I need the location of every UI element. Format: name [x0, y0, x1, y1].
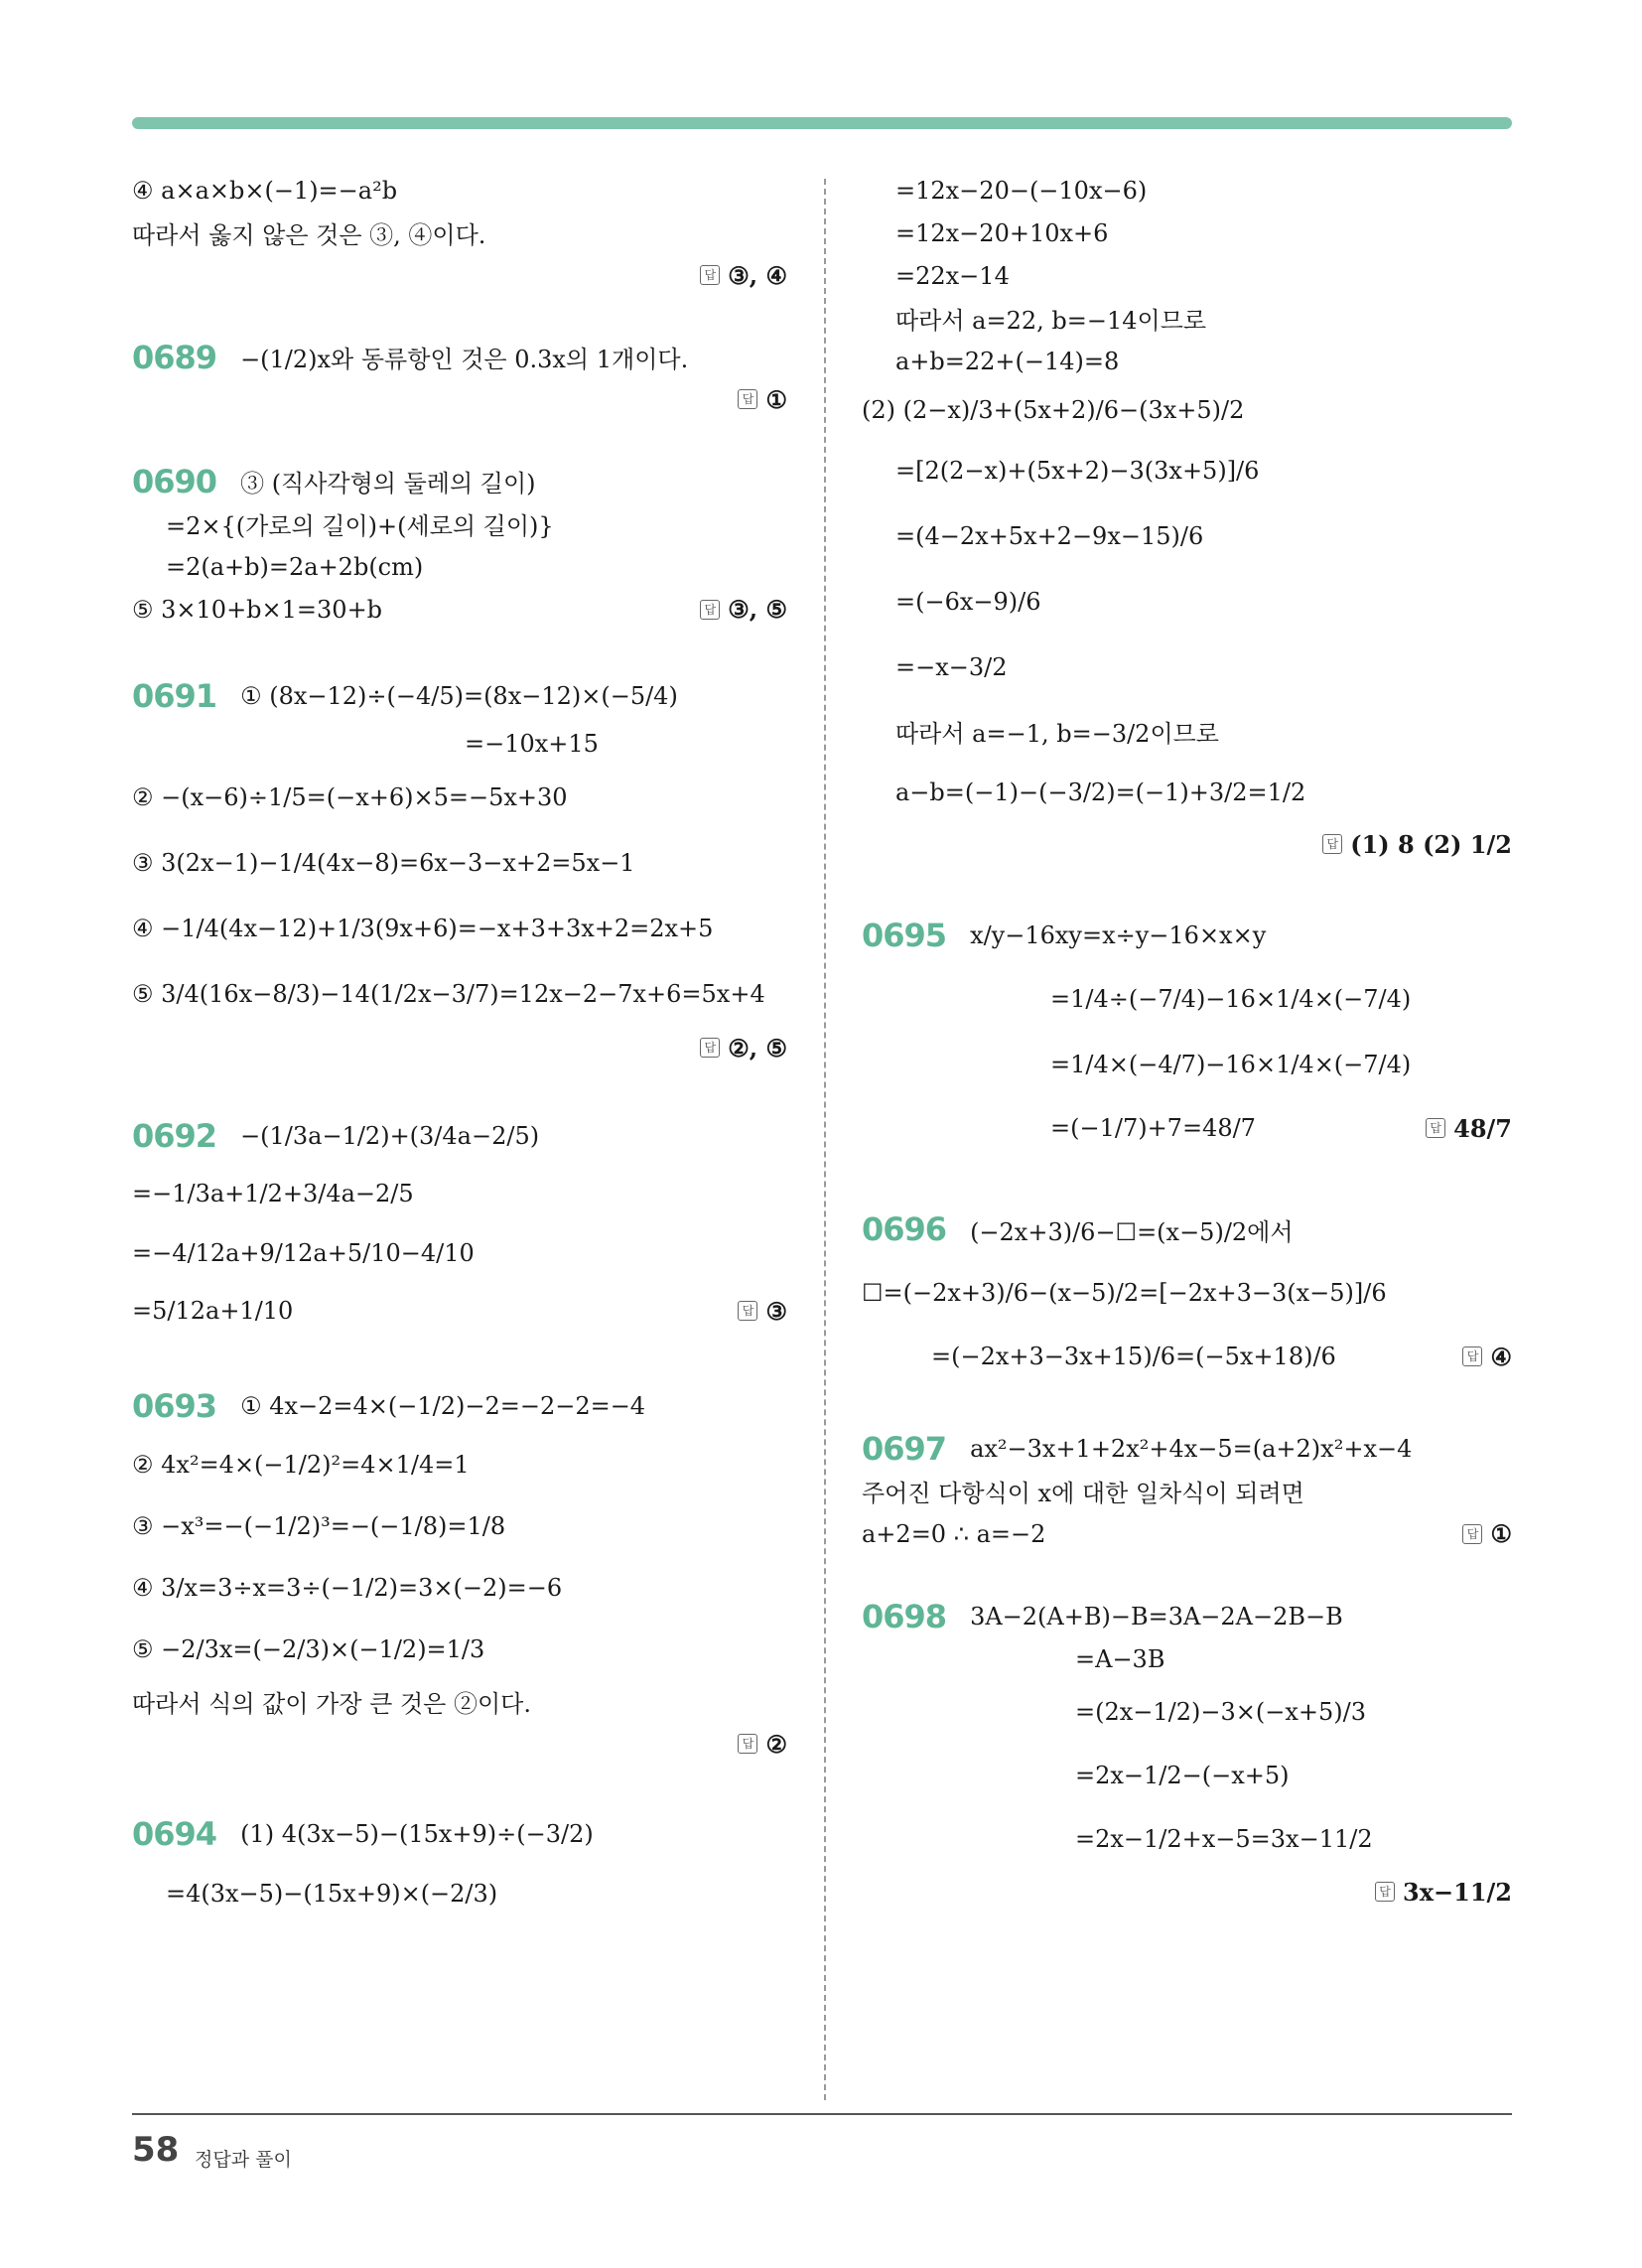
- problem-number: 0693: [132, 1387, 217, 1425]
- answer-icon: 답: [1322, 834, 1342, 854]
- solution-line: =(−1/7)+7=48/7: [1050, 1114, 1256, 1142]
- solution-line: ☐=(−2x+3)/6−(x−5)/2=[−2x+3−3(x−5)]/6: [862, 1279, 1387, 1307]
- answer-icon: 답: [700, 1038, 720, 1058]
- problem-number: 0689: [132, 338, 217, 376]
- solution-line: a−b=(−1)−(−3/2)=(−1)+3/2=1/2: [895, 779, 1306, 806]
- problem-0694: [132, 1804, 787, 1923]
- answer-icon: 답: [1426, 1118, 1445, 1138]
- answer-value: ③: [765, 1296, 787, 1326]
- solution-line: =2x−1/2−(−x+5): [1075, 1762, 1290, 1789]
- column-divider: [824, 179, 826, 2100]
- answer-value: ③, ④: [728, 260, 787, 290]
- right-column: [862, 169, 1512, 1952]
- solution-line: =12x−20−(−10x−6): [895, 176, 1148, 205]
- solution-line: (−2x+3)/6−☐=(x−5)/2에서: [970, 1217, 1294, 1246]
- answer: [132, 254, 787, 296]
- problem-0689: [132, 336, 787, 420]
- solution-line: a+2=0 ∴ a=−2: [862, 1519, 1046, 1548]
- solution-line: 따라서 a=−1, b=−3/2이므로: [895, 719, 1219, 748]
- answer: [862, 1871, 1512, 1913]
- problem-0690: [132, 460, 787, 631]
- solution-line: =2(a+b)=2a+2b(cm): [166, 552, 424, 581]
- problem-0696: [862, 1199, 1512, 1387]
- problem-number: 0698: [862, 1597, 947, 1635]
- footer-label: 정답과 풀이: [195, 2149, 292, 2171]
- solution-line: =(−6x−9)/6: [895, 588, 1041, 616]
- solution-line: ② −(x−6)÷1/5=(−x+6)×5=−5x+30: [132, 783, 568, 811]
- problem-number: 0697: [862, 1429, 947, 1468]
- answer-icon: 답: [1462, 1347, 1482, 1366]
- solution-line: =A−3B: [1075, 1644, 1165, 1673]
- solution-line: (1) 4(3x−5)−(15x+9)÷(−3/2): [240, 1820, 594, 1848]
- solution-line: =[2(2−x)+(5x+2)−3(3x+5)]/6: [895, 457, 1260, 485]
- solution-line: =1/4÷(−7/4)−16×1/4×(−7/4): [1050, 985, 1412, 1013]
- header-bar: [132, 117, 1512, 129]
- solution-line: =(2x−1/2)−3×(−x+5)/3: [1075, 1698, 1366, 1726]
- solution-line: ④ 3/x=3÷x=3÷(−1/2)=3×(−2)=−6: [132, 1574, 563, 1602]
- problem-0698: [862, 1595, 1512, 1913]
- solution-line: ③ 3(2x−1)−1/4(4x−8)=6x−3−x+2=5x−1: [132, 849, 635, 877]
- answer: [1462, 1519, 1512, 1548]
- problem-number: 0694: [132, 1815, 217, 1853]
- page-number: 58: [132, 2130, 180, 2170]
- solution-line: ② 4x²=4×(−1/2)²=4×1/4=1: [132, 1451, 470, 1479]
- answer-icon: 답: [738, 1301, 757, 1321]
- answer-icon: 답: [1462, 1524, 1482, 1544]
- answer: [700, 595, 787, 624]
- answer-value: 48/7: [1453, 1113, 1512, 1143]
- solution-line: 주어진 다항식이 x에 대한 일차식이 되려면: [862, 1480, 1304, 1507]
- solution-line: =−4/12a+9/12a+5/10−4/10: [132, 1239, 475, 1267]
- solution-line: ① (8x−12)÷(−4/5)=(8x−12)×(−5/4): [240, 682, 678, 710]
- solution-line: x/y−16xy=x÷y−16×x×y: [970, 921, 1267, 949]
- problem-number: 0692: [132, 1117, 217, 1155]
- solution-line: =−x−3/2: [895, 653, 1008, 681]
- problem-0694-continued: [862, 169, 1512, 865]
- answer: [132, 1723, 787, 1765]
- answer-value: (1) 8 (2) 1/2: [1350, 829, 1512, 859]
- solution-line: ③ −x³=−(−1/2)³=−(−1/8)=1/8: [132, 1512, 506, 1540]
- answer: [1426, 1114, 1512, 1143]
- solution-line: 따라서 a=22, b=−14이므로: [895, 307, 1207, 335]
- solution-line: =12x−20+10x+6: [895, 218, 1109, 247]
- solution-line: −(1/3a−1/2)+(3/4a−2/5): [240, 1122, 540, 1150]
- solution-line: =−10x+15: [465, 729, 599, 758]
- solution-line: (2) (2−x)/3+(5x+2)/6−(3x+5)/2: [862, 396, 1245, 424]
- solution-line: =5/12a+1/10: [132, 1297, 294, 1325]
- solution-line: =2x−1/2+x−5=3x−11/2: [1075, 1825, 1373, 1853]
- solution-line: 3A−2(A+B)−B=3A−2A−2B−B: [970, 1602, 1343, 1630]
- problem-number: 0695: [862, 917, 947, 954]
- solution-line: ax²−3x+1+2x²+4x−5=(a+2)x²+x−4: [970, 1434, 1413, 1463]
- solution-line: a+b=22+(−14)=8: [895, 347, 1120, 375]
- answer-value: 3x−11/2: [1403, 1877, 1512, 1907]
- solution-line: ⑤ −2/3x=(−2/3)×(−1/2)=1/3: [132, 1635, 485, 1663]
- solution-line: 따라서 식의 값이 가장 큰 것은 ②이다.: [132, 1690, 531, 1718]
- answer-icon: 답: [738, 389, 757, 409]
- solution-line: −(1/2)x와 동류항인 것은 0.3x의 1개이다.: [240, 346, 689, 373]
- solution-line: ④ a×a×b×(−1)=−a²b: [132, 176, 398, 205]
- solution-line: ⑤ 3×10+b×1=30+b: [132, 595, 383, 624]
- answer: [132, 1027, 787, 1068]
- problem-number: 0696: [862, 1210, 947, 1248]
- solution-line: =22x−14: [895, 261, 1010, 290]
- footer-rule: [132, 2113, 1512, 2115]
- answer-icon: 답: [700, 265, 720, 285]
- solution-line: =2×{(가로의 길이)+(세로의 길이)}: [166, 512, 554, 540]
- problem-0693: [132, 1378, 787, 1765]
- solution-line: ① 4x−2=4×(−1/2)−2=−2−2=−4: [240, 1392, 646, 1420]
- answer: [132, 378, 787, 420]
- solution-line: ④ −1/4(4x−12)+1/3(9x+6)=−x+3+3x+2=2x+5: [132, 915, 714, 942]
- answer-value: ①: [765, 384, 787, 414]
- problem-0688-tail: [132, 169, 787, 296]
- solution-line: =(4−2x+5x+2−9x−15)/6: [895, 522, 1204, 550]
- answer-icon: 답: [738, 1734, 757, 1754]
- solution-line: ⑤ 3/4(16x−8/3)−14(1/2x−3/7)=12x−2−7x+6=5x+4: [132, 980, 765, 1008]
- problem-number: 0690: [132, 462, 217, 500]
- answer-value: ②: [765, 1729, 787, 1759]
- solution-line: =1/4×(−4/7)−16×1/4×(−7/4): [1050, 1051, 1412, 1078]
- solution-line: =(−2x+3−3x+15)/6=(−5x+18)/6: [931, 1343, 1336, 1370]
- problem-0691: [132, 670, 787, 1068]
- answer: [738, 1297, 787, 1326]
- problem-0692: [132, 1108, 787, 1339]
- answer-value: ④: [1490, 1342, 1512, 1371]
- problem-number: 0691: [132, 677, 217, 715]
- answer-icon: 답: [1375, 1882, 1395, 1902]
- answer: [862, 823, 1512, 865]
- answer-icon: 답: [700, 600, 720, 620]
- problem-0697: [862, 1427, 1512, 1555]
- left-column: [132, 169, 787, 1963]
- solution-line: =−1/3a+1/2+3/4a−2/5: [132, 1180, 414, 1207]
- problem-0695: [862, 905, 1512, 1159]
- answer-value: ③, ⑤: [728, 595, 787, 624]
- answer: [1462, 1343, 1512, 1371]
- solution-line: ③ (직사각형의 둘레의 길이): [240, 470, 536, 497]
- answer-value: ①: [1490, 1519, 1512, 1548]
- answer-value: ②, ⑤: [728, 1033, 787, 1063]
- solution-line: =4(3x−5)−(15x+9)×(−2/3): [166, 1880, 498, 1908]
- solution-line: 따라서 옳지 않은 것은 ③, ④이다.: [132, 221, 486, 249]
